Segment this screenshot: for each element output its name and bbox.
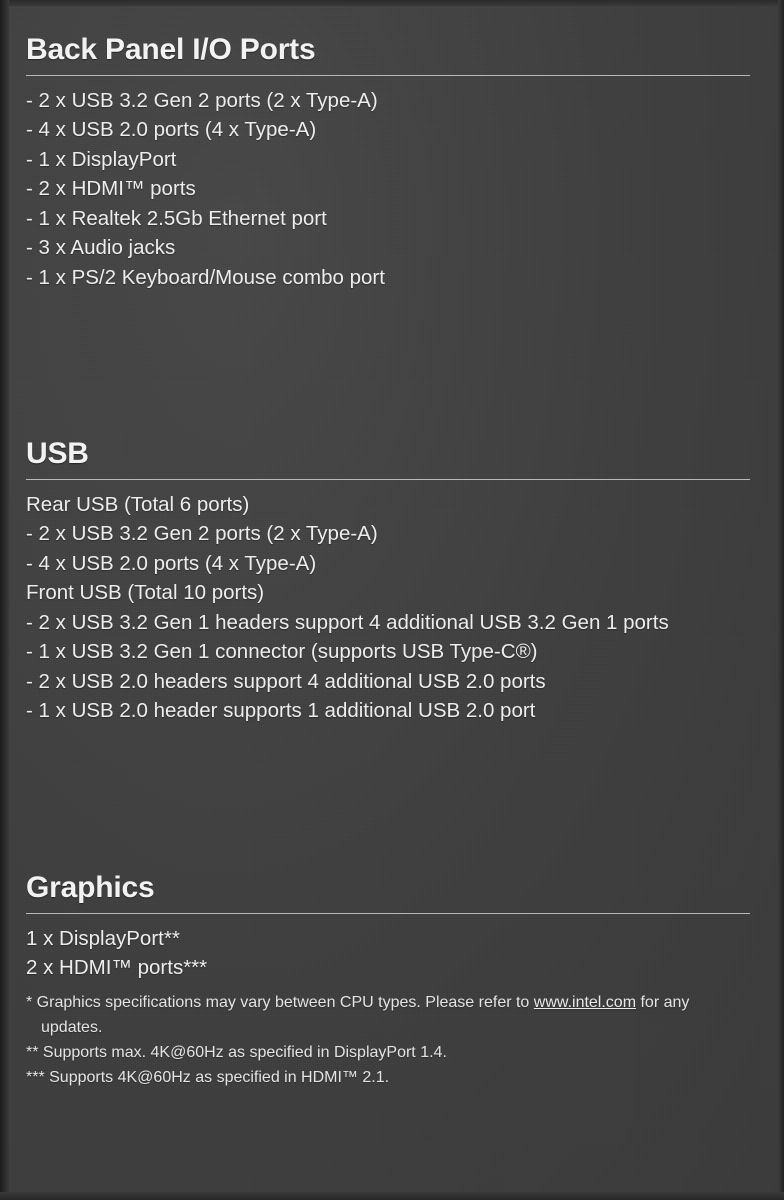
list-item: Front USB (Total 10 ports) [26,581,265,604]
page-edge-left [0,0,9,1200]
section-title: Graphics [26,871,155,904]
page-edge-right [778,0,784,1200]
footnote-text-continued: updates. [41,1018,103,1036]
footnote-hdmi: *** Supports 4K@60Hz as specified in HDMI™ 2.1. [26,1068,390,1086]
section-divider [26,75,750,76]
list-item: - 1 x USB 2.0 header supports 1 additional USB 2.0 port [26,699,536,722]
list-item: Rear USB (Total 6 ports) [26,492,250,516]
page-content [26,0,750,1200]
list-item: - 2 x USB 3.2 Gen 2 ports (2 x Type-A) [26,522,378,545]
list-item: 2 x HDMI™ ports*** [26,956,208,979]
list-item: - 1 x Realtek 2.5Gb Ethernet port [26,206,327,230]
section-back-panel-io-ports [26,34,750,292]
footnote-displayport: ** Supports max. 4K@60Hz as specified in DisplayPort 1.4. [26,1043,447,1061]
list-item: - 1 x DisplayPort [26,147,177,171]
list-item: 1 x DisplayPort** [26,926,180,950]
list-item: - 1 x PS/2 Keyboard/Mouse combo port [26,265,385,289]
spec-list [26,86,750,293]
section-graphics [26,872,750,1090]
intel-website-link[interactable]: www.intel.com [533,993,637,1011]
section-divider [26,913,750,914]
list-item: - 4 x USB 2.0 ports (4 x Type-A) [26,118,317,141]
section-usb [26,438,750,726]
list-item: - 2 x USB 3.2 Gen 1 headers support 4 additional USB 3.2 Gen 1 ports [26,610,669,634]
spec-list [26,924,750,983]
list-item: - 4 x USB 2.0 ports (4 x Type-A) [26,551,317,575]
list-item: - 2 x HDMI™ ports [26,177,196,200]
footnote-text-part1: * Graphics specifications may vary between CPU types. Please refer to [26,993,534,1011]
spec-list [26,490,750,726]
list-item: - 2 x USB 3.2 Gen 2 ports (2 x Type-A) [26,88,378,112]
list-item: - 2 x USB 2.0 headers support 4 additional USB 2.0 ports [26,669,546,693]
list-item: - 1 x USB 3.2 Gen 1 connector (supports USB Type-C®) [26,640,538,663]
footnote-text-part2: for any [636,993,690,1011]
footnote-graphics-cpu [26,990,750,1040]
list-item: - 3 x Audio jacks [26,236,176,259]
section-divider [26,479,750,480]
footnotes [26,990,750,1090]
section-title: Back Panel I/O Ports [26,33,316,66]
section-title: USB [26,437,89,470]
